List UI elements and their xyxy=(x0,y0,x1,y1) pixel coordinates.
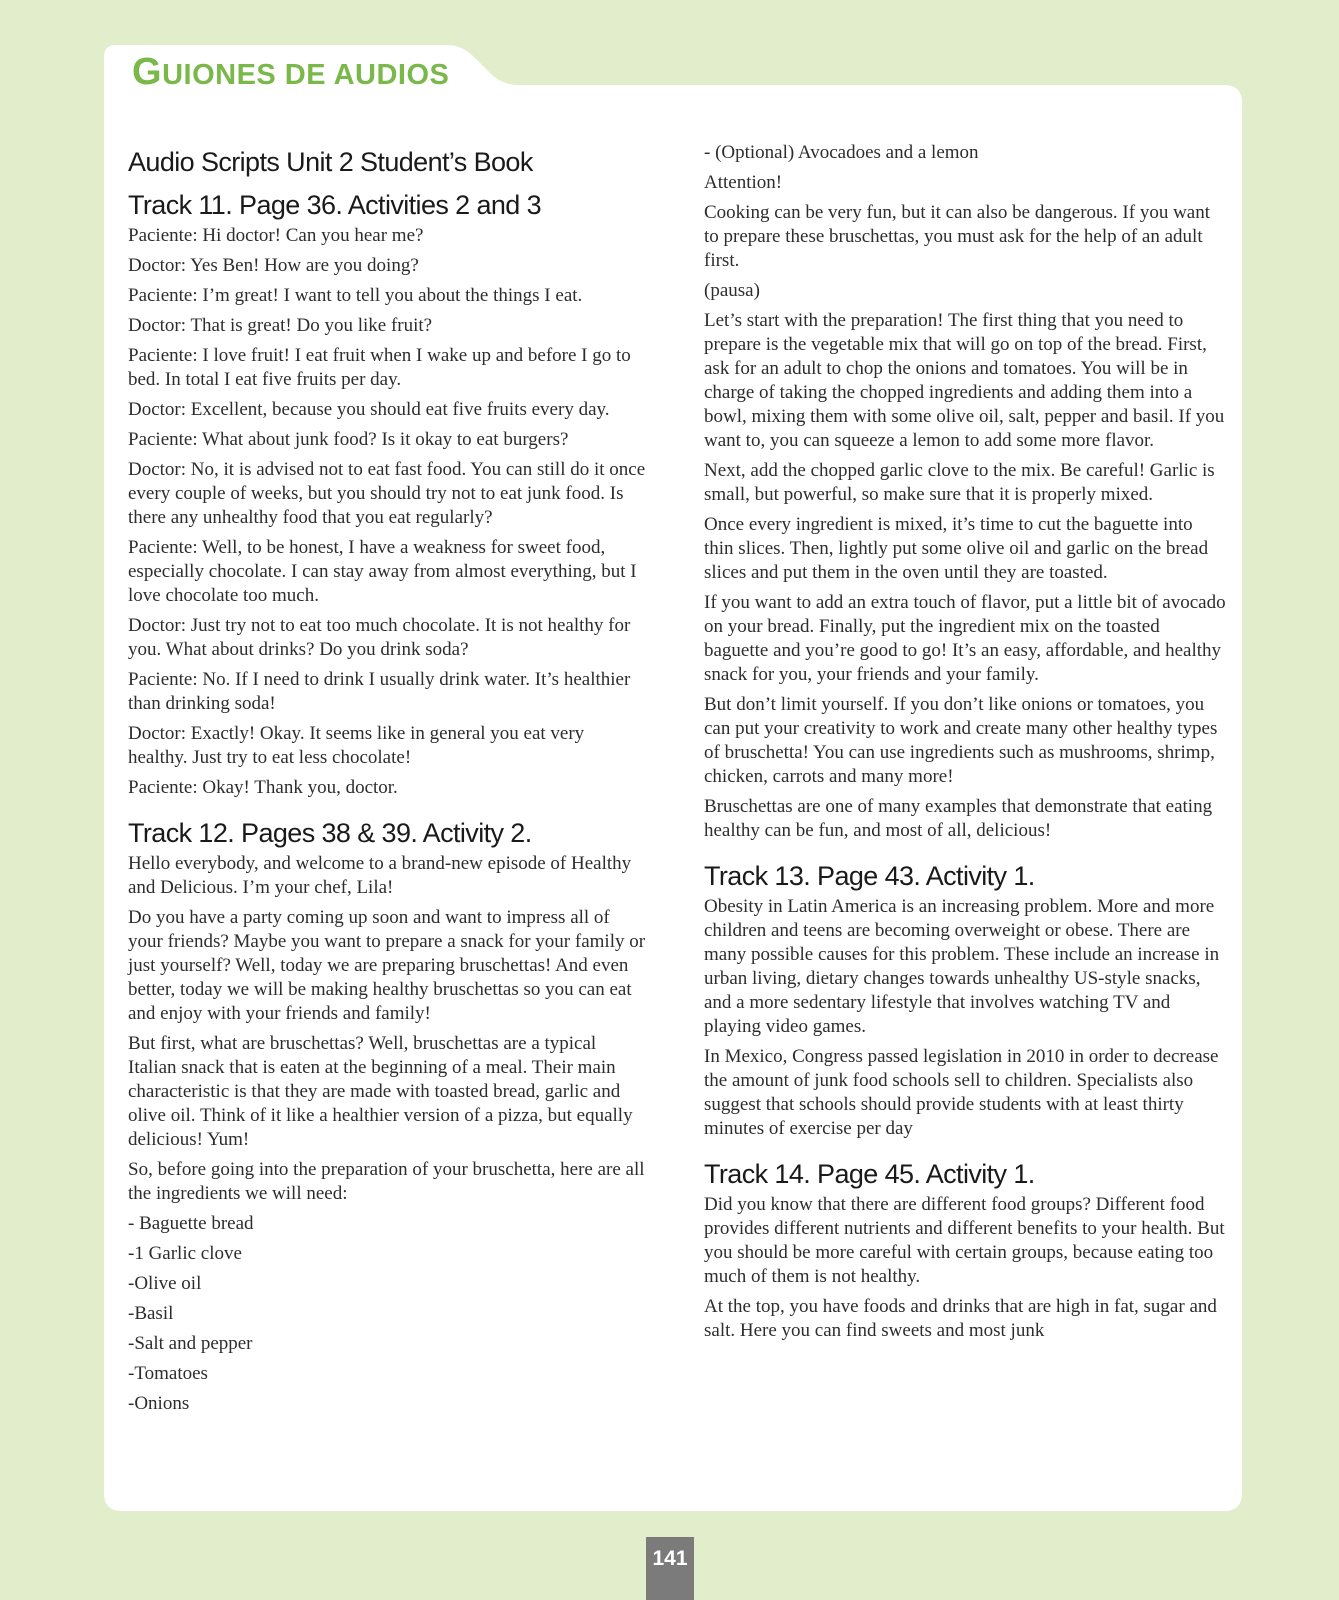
dialogue-line: Doctor: That is great! Do you like fruit? xyxy=(128,315,433,337)
ingredient-item: -Basil xyxy=(128,1303,174,1325)
ingredient-item: -Olive oil xyxy=(128,1273,202,1295)
paragraph: So, before going into the preparation of your bruschetta, here are all the ingredients we will need: xyxy=(128,1159,645,1205)
paragraph: - (Optional) Avocadoes and a lemon xyxy=(704,142,979,163)
paragraph: Bruschettas are one of many examples that demonstrate that eating healthy can be fun, and most of all, delicious! xyxy=(704,796,1213,841)
dialogue-line: Paciente: Hi doctor! Can you hear me? xyxy=(128,225,424,247)
dialogue-line: Doctor: Just try not to eat too much chocolate. It is not healthy for you. What about drinks? Do you drink soda? xyxy=(128,615,631,661)
left-column xyxy=(128,137,648,1422)
paragraph: Hello everybody, and welcome to a brand-new episode of Healthy and Delicious. I’m your chef, Lila! xyxy=(128,853,632,899)
track-13-script xyxy=(704,895,1226,1141)
dialogue-line: Doctor: Excellent, because you should eat five fruits every day. xyxy=(128,399,610,421)
paragraph: But first, what are bruschettas? Well, bruschettas are a typical Italian snack that is eaten at the beginning of a meal. Their main characteristic is that they are made with toasted bread, garlic and olive oil. Think of it like a healthier version of a pizza, but equally delicious! Yum! xyxy=(128,1033,633,1151)
track-14-heading: Track 14. Page 45. Activity 1. xyxy=(704,1159,1035,1190)
dialogue-line: Paciente: What about junk food? Is it okay to eat burgers? xyxy=(128,429,569,451)
dialogue-line: Paciente: No. If I need to drink I usually drink water. It’s healthier than drinking soda! xyxy=(128,669,631,715)
track-12-script xyxy=(128,852,648,1416)
paragraph: Next, add the chopped garlic clove to the mix. Be careful! Garlic is small, but powerful, so make sure that it is properly mixed. xyxy=(704,460,1215,505)
track-11-dialogue xyxy=(128,224,648,800)
track-13-heading: Track 13. Page 43. Activity 1. xyxy=(704,861,1035,891)
unit-title: Audio Scripts Unit 2 Student’s Book xyxy=(128,147,533,177)
track-11-heading: Track 11. Page 36. Activities 2 and 3 xyxy=(128,190,542,221)
paragraph: Attention! xyxy=(704,172,783,193)
right-column xyxy=(704,141,1226,1349)
paragraph: In Mexico, Congress passed legislation in 2010 in order to decrease the amount of junk food schools sell to children. Specialists also suggest that schools should provide students with at least thirty minutes of exercise per day xyxy=(704,1046,1219,1140)
paragraph: Obesity in Latin America is an increasing problem. More and more children and teens are becoming overweight or obese. There are many possible causes for this problem. These include an increase in urban living, dietary changes towards unhealthy US-style snacks, and a more sedentary lifestyle that involves watching TV and playing video games. xyxy=(704,896,1220,1038)
dialogue-line: Doctor: Exactly! Okay. It seems like in general you eat very healthy. Just try to eat less chocolate! xyxy=(128,723,585,769)
paragraph: Once every ingredient is mixed, it’s time to cut the baguette into thin slices. Then, lightly put some olive oil and garlic on the bread slices and put them in the oven until they are toasted. xyxy=(704,514,1209,583)
track-14-script xyxy=(704,1193,1226,1343)
ingredient-item: -Tomatoes xyxy=(128,1363,208,1385)
track-12-continued xyxy=(704,141,1226,843)
ingredient-item: -1 Garlic clove xyxy=(128,1243,242,1265)
ingredient-item: -Salt and pepper xyxy=(128,1333,253,1355)
content-panel xyxy=(104,45,1242,1511)
dialogue-line: Paciente: Well, to be honest, I have a weakness for sweet food, especially chocolate. I can stay away from almost everything, but I love chocolate too much. xyxy=(128,537,637,607)
dialogue-line: Paciente: I love fruit! I eat fruit when I wake up and before I go to bed. In total I eat five fruits per day. xyxy=(128,345,631,391)
paragraph: Let’s start with the preparation! The first thing that you need to prepare is the vegetable mix that will go on top of the bread. First, ask for an adult to chop the onions and tomatoes. You will be in charge of taking the chopped ingredients and adding them into a bowl, mixing them with some olive oil, salt, pepper and basil. If you want to, you can squeeze a lemon to add some more flavor. xyxy=(704,310,1225,451)
paragraph: But don’t limit yourself. If you don’t like onions or tomatoes, you can put your creativity to work and create many other healthy types of bruschetta! You can use ingredients such as mushrooms, shrimp, chicken, carrots and many more! xyxy=(704,694,1218,787)
paragraph: Do you have a party coming up soon and want to impress all of your friends? Maybe you want to prepare a snack for your family or just yourself? Well, today we are preparing bruschettas! And even better, today we will be making healthy bruschettas so you can eat and enjoy with your friends and family! xyxy=(128,907,646,1025)
paragraph: At the top, you have foods and drinks that are high in fat, sugar and salt. Here you can find sweets and most junk xyxy=(704,1296,1217,1342)
ingredient-item: - Baguette bread xyxy=(128,1213,254,1235)
paragraph: (pausa) xyxy=(704,280,760,301)
dialogue-line: Paciente: Okay! Thank you, doctor. xyxy=(128,777,398,799)
dialogue-line: Doctor: No, it is advised not to eat fast food. You can still do it once every couple of weeks, but you should try not to eat junk food. Is there any unhealthy food that you eat regularly? xyxy=(128,459,646,529)
track-12-heading: Track 12. Pages 38 & 39. Activity 2. xyxy=(128,818,532,849)
page-number-tab xyxy=(646,1537,694,1600)
paragraph: If you want to add an extra touch of flavor, put a little bit of avocado on your bread. Finally, put the ingredient mix on the toasted baguette and you’re good to go! It’s an easy, affordable, and healthy snack for you, your friends and your family. xyxy=(704,592,1226,685)
paragraph: Did you know that there are different food groups? Different food provides different nutrients and different benefits to your health. But you should be more careful with certain groups, because eating too much of them is not healthy. xyxy=(704,1194,1225,1288)
dialogue-line: Doctor: Yes Ben! How are you doing? xyxy=(128,255,419,277)
ingredient-item: -Onions xyxy=(128,1393,190,1415)
paragraph: Cooking can be very fun, but it can also be dangerous. If you want to prepare these bruschettas, you must ask for the help of an adult first. xyxy=(704,202,1211,271)
section-title: GUIONES DE AUDIOS xyxy=(132,51,450,93)
dialogue-line: Paciente: I’m great! I want to tell you about the things I eat. xyxy=(128,285,583,307)
page-number: 141 xyxy=(652,1547,688,1570)
